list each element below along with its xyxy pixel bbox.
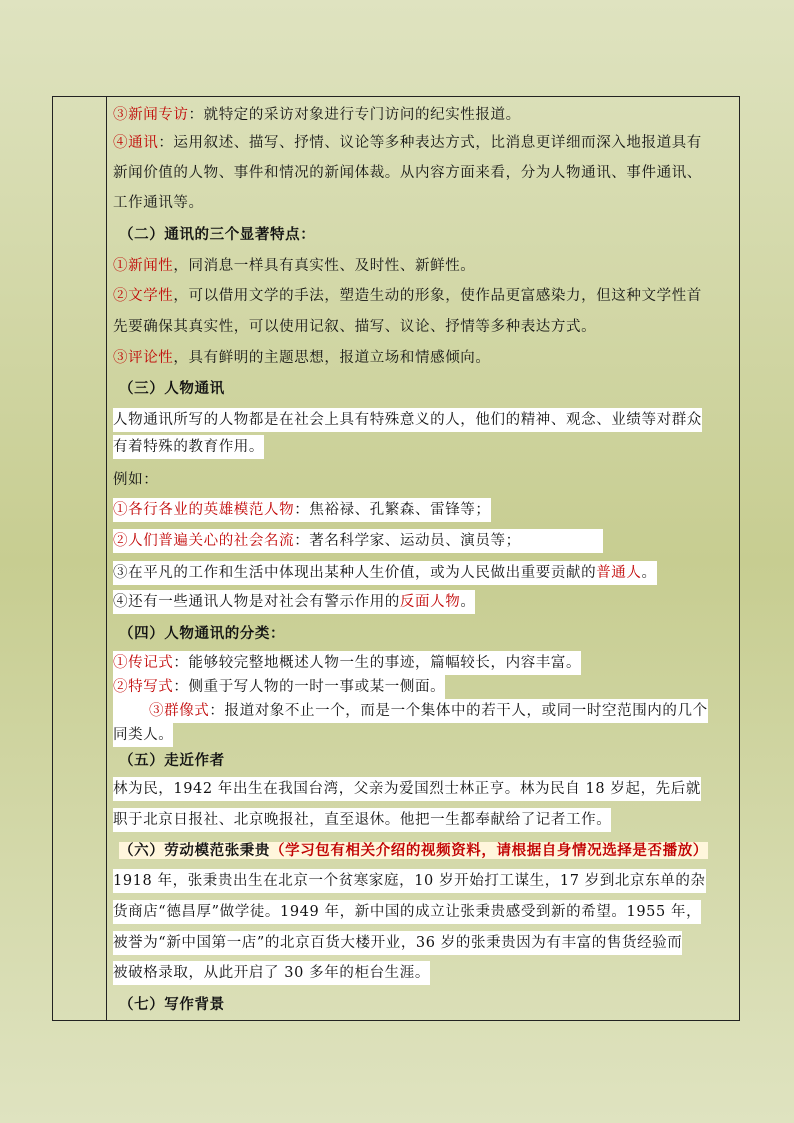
example-item bbox=[113, 498, 491, 522]
section-heading: （五）走近作者 bbox=[119, 752, 225, 769]
paragraph-line: 1918 年，张秉贵出生在北京一个贫寒家庭，10 岁开始打工谋生，17 岁到北京东单的杂 bbox=[113, 869, 706, 893]
category-item bbox=[113, 699, 708, 723]
paragraph-line: 先要确保其真实性，可以使用记叙、描写、议论、抒情等多种表达方式。 bbox=[113, 319, 597, 335]
example-text: ④还有一些通讯人物是对社会有警示作用的 bbox=[113, 594, 400, 610]
section-heading: （七）写作背景 bbox=[119, 996, 225, 1013]
example-label: ①各行各业的英雄模范人物 bbox=[113, 502, 295, 518]
example-label: ②人们普遍关心的社会名流 bbox=[113, 533, 295, 549]
paragraph-line: 新闻价值的人物、事件和情况的新闻体裁。从内容方面来看，分为人物通讯、事件通讯、 bbox=[113, 165, 702, 181]
feature-label: ②文学性 bbox=[113, 288, 174, 304]
section-heading: （三）人物通讯 bbox=[119, 380, 225, 397]
example-item bbox=[113, 561, 657, 585]
term-text: ：就特定的采访对象进行专门访问的纪实性报道。 bbox=[188, 107, 521, 123]
paragraph-line: 职于北京日报社、北京晚报社，直至退休。他把一生都奉献给了记者工作。 bbox=[113, 808, 611, 832]
item-news-interview bbox=[113, 103, 521, 127]
paragraph-line: 人物通讯所写的人物都是在社会上具有特殊意义的人，他们的精神、观念、业绩等对群众 bbox=[113, 408, 702, 432]
feature-text: ，具有鲜明的主题思想，报道立场和情感倾向。 bbox=[173, 350, 491, 366]
example-label: 例如： bbox=[113, 472, 159, 488]
content-table bbox=[52, 96, 740, 1021]
feature-label: ③评论性 bbox=[113, 350, 174, 366]
category-label: ①传记式 bbox=[113, 655, 174, 671]
feature-label: ①新闻性 bbox=[113, 258, 174, 274]
paragraph-line: 工作通讯等。 bbox=[113, 195, 204, 211]
paragraph-line: 有着特殊的教育作用。 bbox=[113, 435, 264, 459]
term-text: ：运用叙述、描写、抒情、议论等多种表达方式，比消息更详细而深入地报道具有 bbox=[158, 135, 702, 151]
category-label: ③群像式 bbox=[149, 703, 210, 719]
paragraph-line: 同类人。 bbox=[113, 723, 173, 747]
example-highlight: 普通人 bbox=[596, 565, 642, 581]
category-text: ：报道对象不止一个，而是一个集体中的若干人，或同一时空范围内的几个 bbox=[209, 703, 708, 719]
example-text: ：焦裕禄、孔繁森、雷锋等； bbox=[294, 502, 491, 518]
example-text: 。 bbox=[460, 594, 476, 610]
section-heading-row bbox=[113, 839, 708, 863]
feature-item bbox=[113, 346, 491, 370]
feature-item bbox=[113, 284, 702, 308]
example-item bbox=[113, 590, 475, 614]
category-item bbox=[113, 651, 581, 675]
paragraph-line: 被破格录取，从此开启了 30 多年的柜台生涯。 bbox=[113, 961, 430, 985]
paragraph-line: 被誉为“新中国第一店”的北京百货大楼开业，36 岁的张秉贵因为有丰富的售货经验而 bbox=[113, 931, 682, 955]
category-label: ②特写式 bbox=[113, 679, 174, 695]
section-heading: （二）通讯的三个显著特点： bbox=[119, 226, 316, 243]
category-item bbox=[113, 675, 445, 699]
section-note: （学习包有相关介绍的视频资料，请根据自身情况选择是否播放） bbox=[270, 842, 708, 859]
feature-item bbox=[113, 254, 475, 278]
feature-text: ，同消息一样具有真实性、及时性、新鲜性。 bbox=[173, 258, 476, 274]
example-text: 。 bbox=[641, 565, 657, 581]
item-tongxun bbox=[113, 131, 702, 155]
paragraph-line: 林为民，1942 年出生在我国台湾，父亲为爱国烈士林正亨。林为民自 18 岁起，先后就 bbox=[113, 777, 701, 801]
paragraph-line: 货商店“德昌厚”做学徒。1949 年，新中国的成立让张秉贵感受到新的希望。1955 年， bbox=[113, 900, 701, 924]
example-highlight: 反面人物 bbox=[399, 594, 461, 610]
example-text: ③在平凡的工作和生活中体现出某种人生价值，或为人民做出重要贡献的 bbox=[113, 565, 597, 581]
example-text: ：著名科学家、运动员、演员等； bbox=[294, 533, 521, 549]
term-label: ④通讯 bbox=[113, 135, 159, 151]
left-column-cell bbox=[53, 97, 107, 1020]
term-label: ③新闻专访 bbox=[113, 107, 189, 123]
example-item bbox=[113, 529, 603, 553]
category-text: ：侧重于写人物的一时一事或某一侧面。 bbox=[173, 679, 446, 695]
section-heading: （四）人物通讯的分类： bbox=[119, 625, 286, 642]
feature-text: ，可以借用文学的手法，塑造生动的形象，使作品更富感染力，但这种文学性首 bbox=[173, 288, 702, 304]
section-heading: （六）劳动模范张秉贵 bbox=[119, 842, 270, 859]
category-text: ：能够较完整地概述人物一生的事迹，篇幅较长，内容丰富。 bbox=[173, 655, 582, 671]
